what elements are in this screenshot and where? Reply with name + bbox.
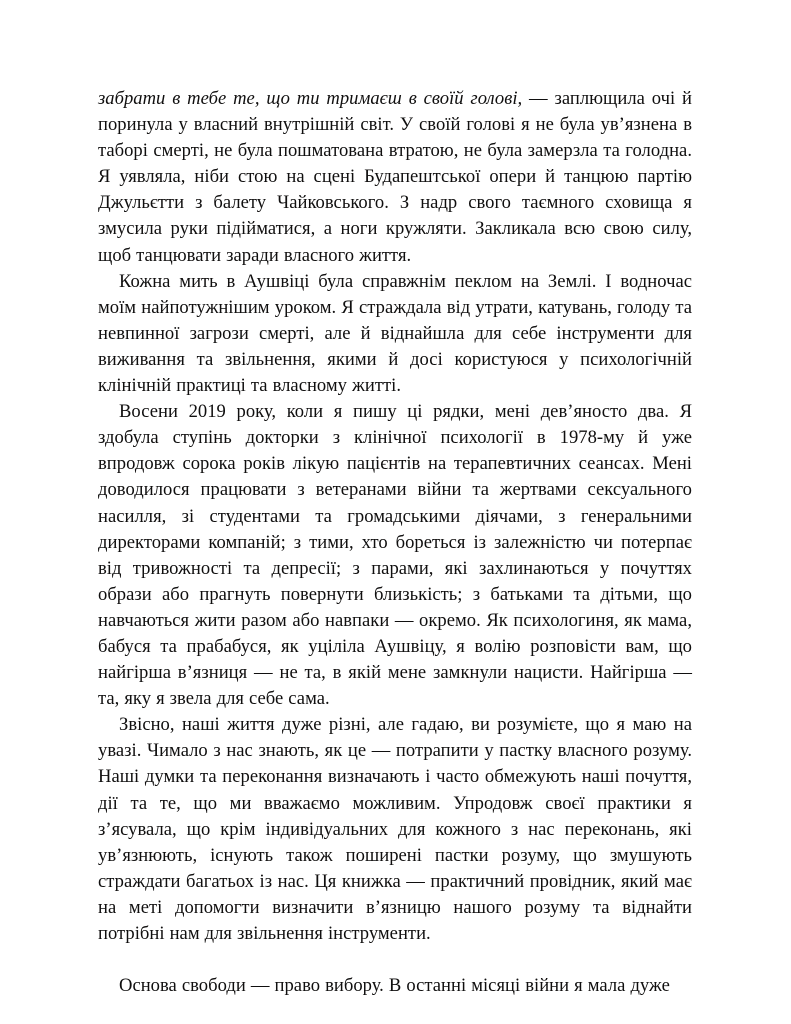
body-paragraph-1 <box>98 86 692 269</box>
body-paragraph-2: Кожна мить в Аушвіці була справжнім пеклом на Землі. І водночас моїм найпотужнішим уроком. Я страждала від утрати, катувань, голоду та невпинної загрози смерті, але й віднайшла для себе інструменти для виживання та звільнення, якими й досі користуюся у психологічній клінічній практиці та власному житті. <box>98 270 692 397</box>
body-paragraph-3: Восени 2019 року, коли я пишу ці рядки, мені дев’яносто два. Я здобула ступінь докторки з клінічної психології в 1978-му й уже впродовж сорока років лікую пацієнтів на терапевтичних сеансах. Мені доводилося працювати з ветеранами війни та жертвами сексуального насилля, зі студентами та громадськими діячами, з генеральними директорами компаній; з тими, хто бореться із залежністю чи потерпає від тривожності та депресії; з парами, які захлинаються у почуттях образи або прагнуть повернути близькість; з батьками та дітьми, що навчаються жити разом або навпаки — окремо. Як психологиня, як мама, бабуся та прабабуся, як уціліла Аушвіцу, я волію розповісти вам, що найгірша в’язниця — не та, в якій мене замкнули нацисти. Найгірша — та, яку я звела для себе сама. <box>98 401 692 710</box>
body-paragraph-4: Звісно, наші життя дуже різні, але гадаю, ви розумієте, що я маю на увазі. Чимало з нас знають, як це — потрапити у пастку власного розуму. Наші думки та переконання визначають і часто обмежують наші почуття, дії та те, що ми вважаємо можливим. Упродовж своєї практики я з’ясувала, що крім індивідуальних для кожного з нас переконань, які ув’язнюють, існують також поширені пастки розуму, що змушують страждати багатьох із нас. Ця книжка — практичний провідник, який має на меті допомогти визначити в’язницю нашого розуму та віднайти потрібні нам для звільнення інструменти. <box>98 714 692 944</box>
body-paragraph-5: Основа свободи — право вибору. В останні місяці війни я мала дуже <box>119 975 670 997</box>
italic-quote-lead: забрати в тебе те, що ти тримаєш в своїй голові, <box>98 88 523 109</box>
body-paragraph-1-text: — заплющила очі й поринула у власний внутрішній світ. У своїй голові я не була ув’язнена в таборі смерті, не була пошматована втратою, не була замерзла та голодна. Я уявляла, ніби стою на сцені Будапештської опери й танцюю партію Джульєтти з балету Чайковського. З надр свого таємного сховища я змусила руки підійматися, а ноги кружляти. Закликала всю свою силу, щоб танцювати заради власного життя. <box>98 88 692 266</box>
body-text-column <box>98 86 692 999</box>
